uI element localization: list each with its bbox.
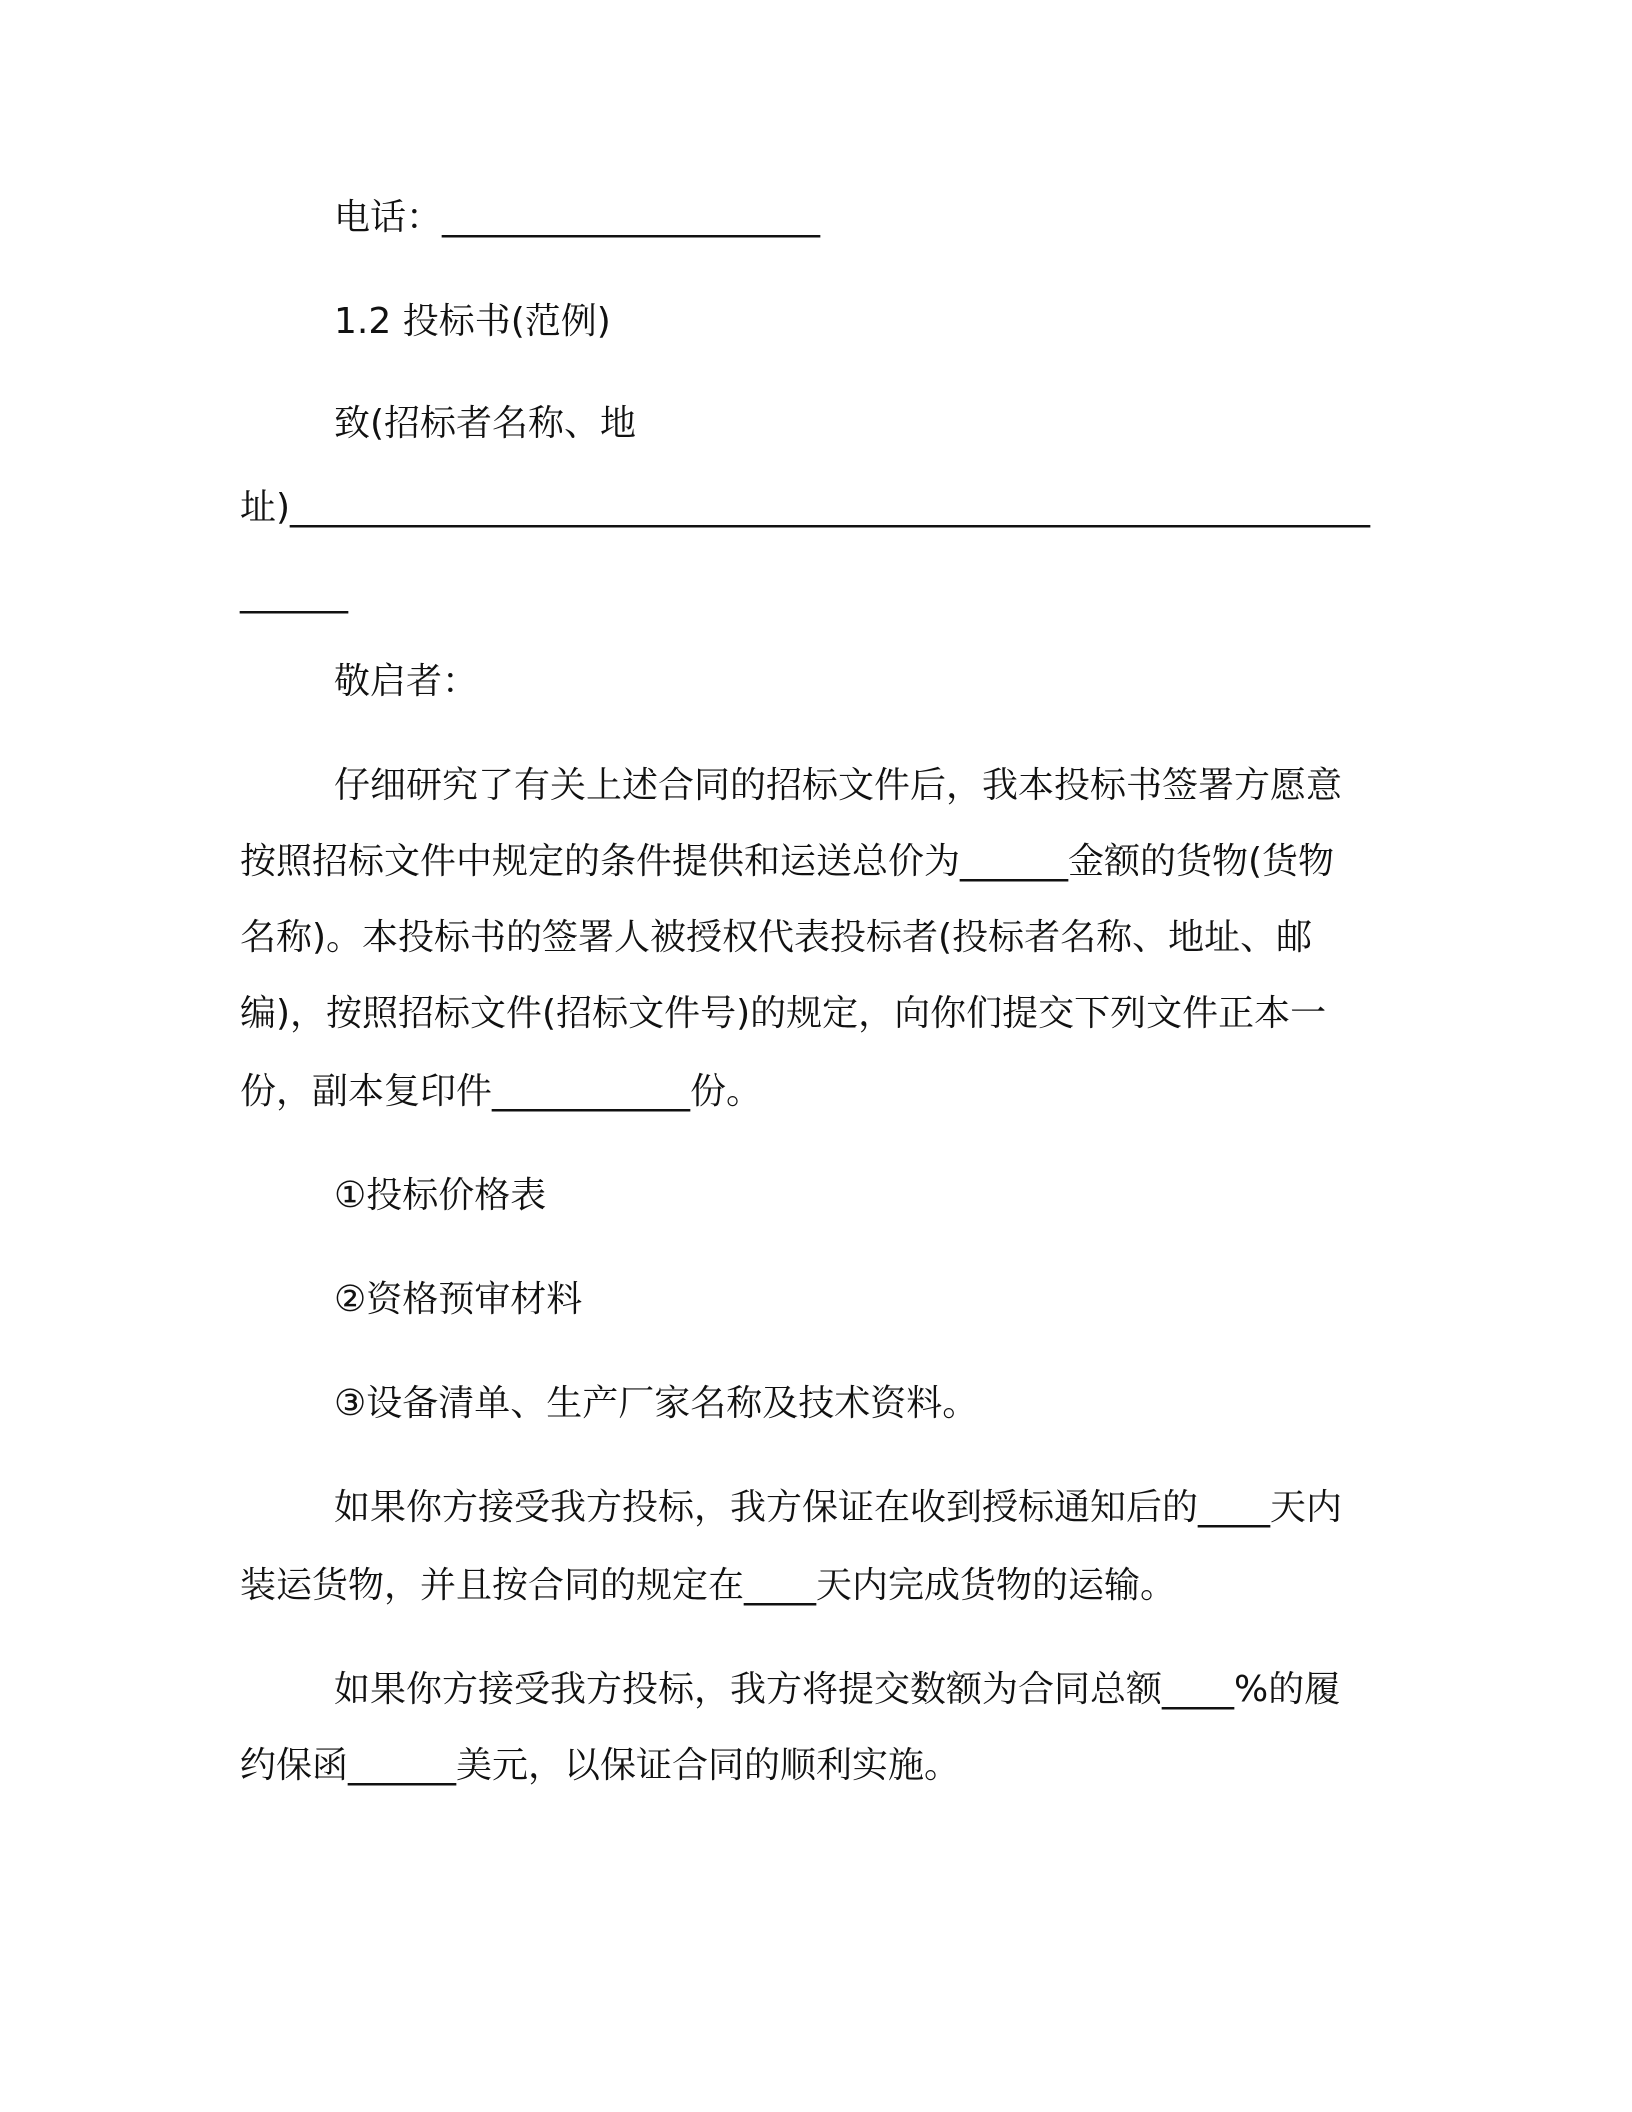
addressee-line-1: 致(招标者名称、地 bbox=[334, 403, 637, 444]
addressee-line-2: 址)____________________________________________________________ bbox=[240, 487, 1371, 528]
addressee-line-3: ______ bbox=[240, 573, 348, 614]
paragraph-1-line: 名称)。本投标书的签署人被授权代表投标者(投标者名称、地址、邮 bbox=[240, 917, 1313, 958]
paragraph-1-line: 编)，按照招标文件(招标文件号)的规定，向你们提交下列文件正本一 bbox=[240, 993, 1327, 1034]
paragraph-2-line: 装运货物，并且按合同的规定在____天内完成货物的运输。 bbox=[240, 1565, 1177, 1606]
paragraph-3-line: 如果你方接受我方投标，我方将提交数额为合同总额____%的履 bbox=[334, 1669, 1341, 1710]
paragraph-3-line: 约保函______美元，以保证合同的顺利实施。 bbox=[240, 1745, 961, 1786]
phone-line: 电话：_____________________ bbox=[334, 197, 821, 238]
list-item-1: ①投标价格表 bbox=[334, 1175, 547, 1216]
paragraph-2-line: 如果你方接受我方投标，我方保证在收到授标通知后的____天内 bbox=[334, 1487, 1343, 1528]
paragraph-1-line: 份，副本复印件___________份。 bbox=[240, 1071, 763, 1112]
paragraph-1-line: 按照招标文件中规定的条件提供和运送总价为______金额的货物(货物 bbox=[240, 841, 1335, 882]
list-item-2: ②资格预审材料 bbox=[334, 1279, 583, 1320]
section-title: 1.2 投标书(范例) bbox=[334, 301, 611, 342]
paragraph-1-line: 仔细研究了有关上述合同的招标文件后，我本投标书签署方愿意 bbox=[334, 765, 1343, 806]
list-item-3: ③设备清单、生产厂家名称及技术资料。 bbox=[334, 1383, 979, 1424]
salutation: 敬启者： bbox=[334, 661, 479, 702]
